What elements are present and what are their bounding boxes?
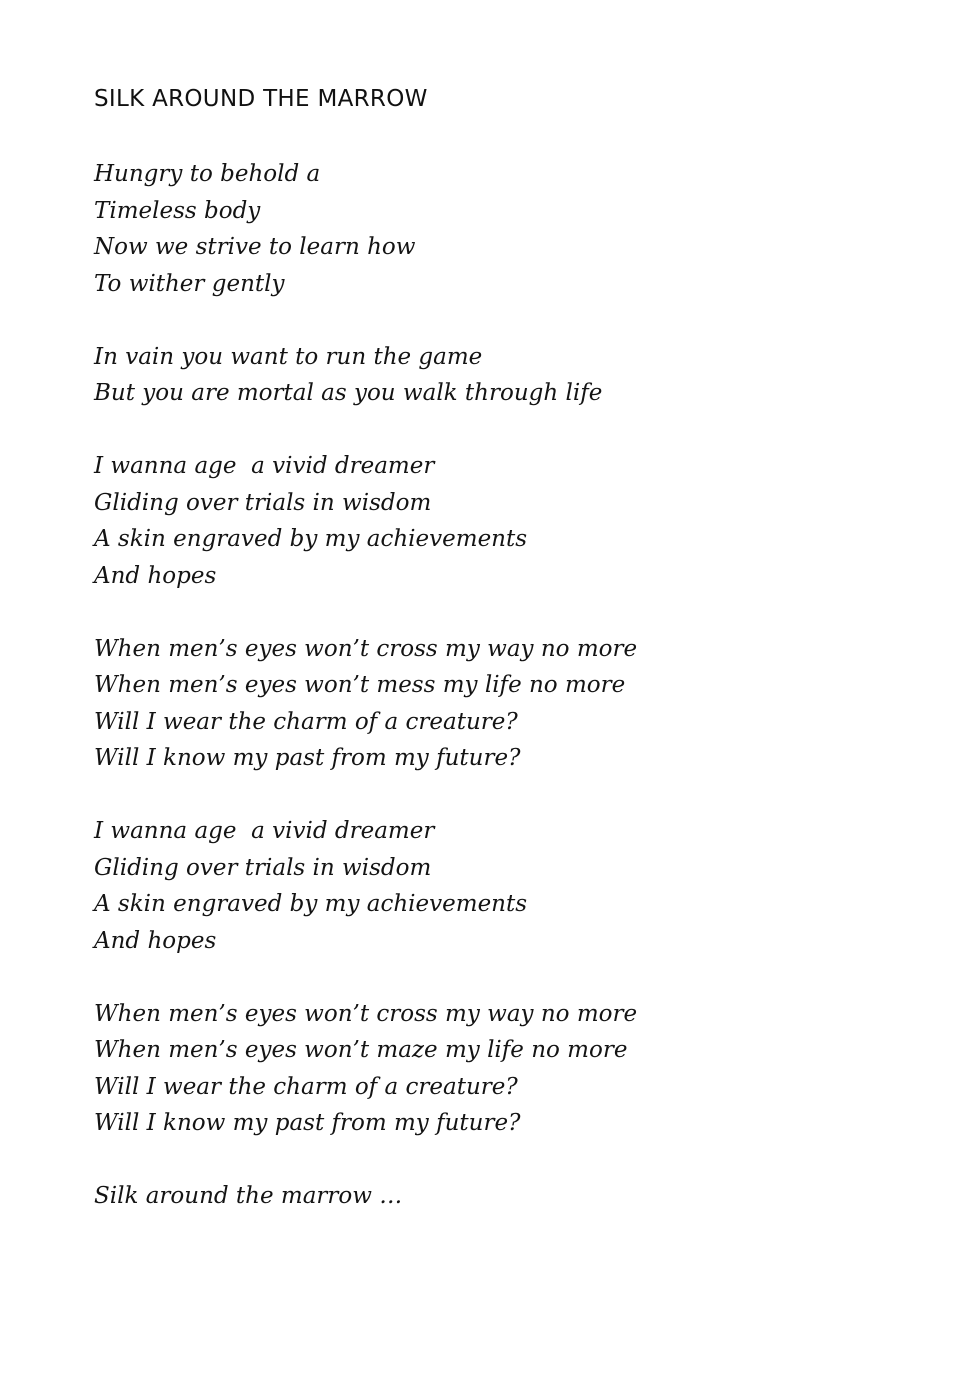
- poem-line: Gliding over trials in wisdom: [94, 489, 432, 516]
- poem-line: I wanna age a vivid dreamer: [94, 818, 435, 844]
- stanza-1: [94, 156, 914, 302]
- poem-line: A skin engraved by my achievements: [94, 891, 528, 917]
- poem-line: And hopes: [94, 927, 217, 954]
- poem-line: But you are mortal as you walk through life: [94, 380, 603, 406]
- poem-line: To wither gently: [94, 270, 285, 297]
- poem-line: Will I wear the charm of a creature?: [94, 708, 518, 735]
- poem-line: And hopes: [94, 562, 217, 589]
- stanza-7: [94, 1178, 914, 1215]
- poem-line: When men’s eyes won’t maze my life no more: [94, 1037, 628, 1063]
- poem-body: [94, 156, 914, 1251]
- poem-line: When men’s eyes won’t cross my way no more: [94, 635, 638, 662]
- stanza-6: [94, 996, 914, 1142]
- poem-line: A skin engraved by my achievements: [94, 526, 528, 552]
- poem-line: When men’s eyes won’t mess my life no more: [94, 672, 626, 698]
- poem-line: Will I wear the charm of a creature?: [94, 1073, 518, 1100]
- poem-line: Timeless body: [94, 197, 261, 224]
- stanza-3: [94, 448, 914, 594]
- poem-line: Silk around the marrow …: [94, 1183, 403, 1209]
- poem-title: SILK AROUND THE MARROW: [94, 86, 428, 112]
- poem-line: I wanna age a vivid dreamer: [94, 453, 435, 479]
- poem-line: Gliding over trials in wisdom: [94, 854, 432, 881]
- poem-line: Now we strive to learn how: [94, 234, 416, 260]
- stanza-4: [94, 631, 914, 777]
- stanza-2: [94, 339, 914, 412]
- poem-line: Hungry to behold a: [94, 161, 321, 187]
- poem-line: Will I know my past from my future?: [94, 1110, 521, 1136]
- poem-line: When men’s eyes won’t cross my way no more: [94, 1000, 638, 1027]
- stanza-5: [94, 813, 914, 959]
- poem-line: In vain you want to run the game: [94, 343, 483, 370]
- poem-line: Will I know my past from my future?: [94, 745, 521, 771]
